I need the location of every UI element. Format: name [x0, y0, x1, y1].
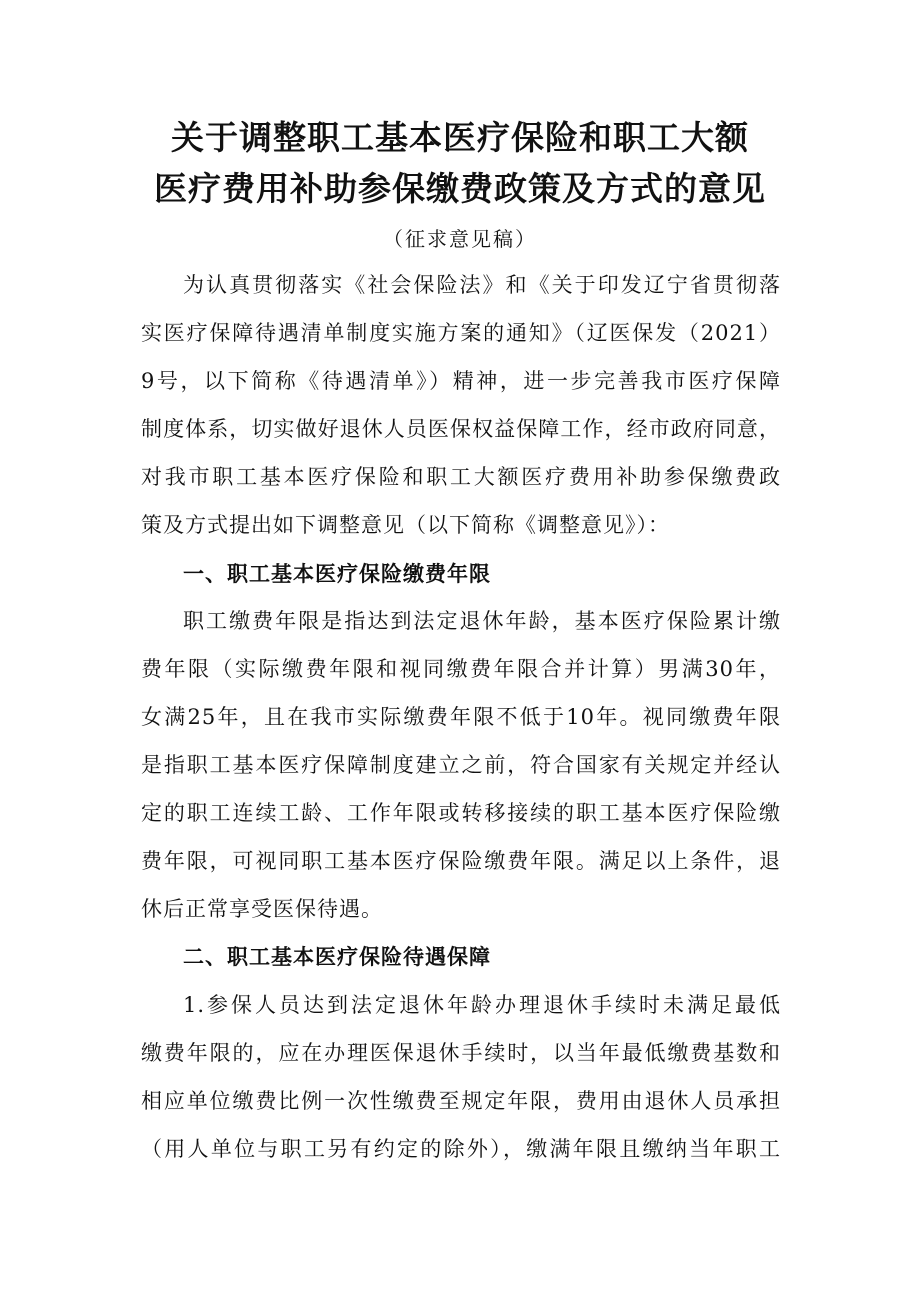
intro-line: 策及方式提出如下调整意见（以下简称《调整意见》）：: [141, 513, 670, 537]
document-title-line2: 医疗费用补助参保缴费政策及方式的意见: [154, 169, 766, 208]
intro-line: 对我市职工基本医疗保险和职工大额医疗费用补助参保缴费政: [141, 465, 781, 489]
document-subtitle: （征求意见稿）: [383, 227, 537, 251]
section1-line: 费年限，可视同职工基本医疗保险缴费年限。满足以上条件，退: [141, 849, 781, 873]
intro-line: 制度体系，切实做好退休人员医保权益保障工作，经市政府同意，: [141, 417, 781, 441]
section1-line: 定的职工连续工龄、工作年限或转移接续的职工基本医疗保险缴: [141, 801, 781, 825]
section1-heading: 一、职工基本医疗保险缴费年限: [183, 562, 491, 586]
section2-line: 缴费年限的，应在办理医保退休手续时，以当年最低缴费基数和: [141, 1041, 781, 1065]
intro-line: 9号，以下简称《待遇清单》）精神，进一步完善我市医疗保障: [141, 369, 781, 393]
intro-line: 为认真贯彻落实《社会保险法》和《关于印发辽宁省贯彻落: [183, 273, 781, 297]
section1-line: 是指职工基本医疗保障制度建立之前，符合国家有关规定并经认: [141, 753, 781, 777]
section1-line: 休后正常享受医保待遇。: [141, 897, 383, 921]
intro-line: 实医疗保障待遇清单制度实施方案的通知》（辽医保发（2021）: [141, 321, 781, 345]
section2-line: 相应单位缴费比例一次性缴费至规定年限，费用由退休人员承担: [141, 1089, 781, 1113]
section1-line: 女满25年，且在我市实际缴费年限不低于10年。视同缴费年限: [141, 705, 781, 729]
section1-line: 费年限（实际缴费年限和视同缴费年限合并计算）男满30年，: [141, 657, 781, 681]
document-title-line1: 关于调整职工基本医疗保险和职工大额: [171, 118, 749, 157]
section2-heading: 二、职工基本医疗保险待遇保障: [183, 945, 491, 969]
section2-line: 1.参保人员达到法定退休年龄办理退休手续时未满足最低: [183, 993, 781, 1017]
section2-line: （用人单位与职工另有约定的除外），缴满年限且缴纳当年职工: [141, 1137, 781, 1161]
section1-line: 职工缴费年限是指达到法定退休年龄，基本医疗保险累计缴: [183, 609, 781, 633]
